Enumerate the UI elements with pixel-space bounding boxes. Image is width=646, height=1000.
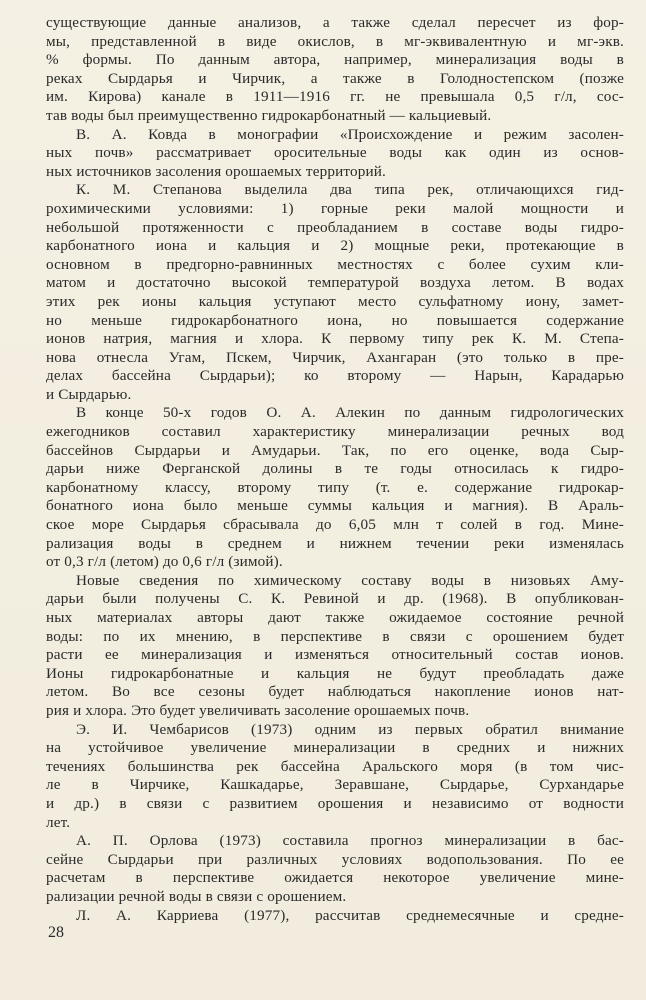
text-line: существующие данные анализов, а также сделал пересчет из фор- [46,14,624,31]
text-line: Ионы гидрокарбонатные и кальция не будут преобладать даже [46,664,624,682]
text-line: бонатного иона было меньше суммы кальция и магния). В Араль- [46,497,624,515]
body-text [46,14,624,925]
text-line: рохимическими условиями: 1) горные реки малой мощности и [46,199,624,217]
text-line: бассейнов Сырдарьи и Амударьи. Так, по его оценке, вода Сыр- [46,441,624,459]
text-line: от 0,3 г/л (летом) до 0,6 г/л (зимой). [46,553,283,571]
paragraph-start-line: А. П. Орлова (1973) составила прогноз минерализации в бас- [76,832,624,850]
text-line: дарьи ниже Ферганской долины в те годы относилась к гидро- [46,460,624,478]
text-line: тав воды был преимущественно гидрокарбонатный — кальциевый. [46,106,492,124]
text-line: на устойчивое увеличение минерализации в средних и нижних [46,739,624,757]
text-line: летом. Во все сезоны будет наблюдаться накопление ионов нат- [46,683,624,701]
paragraph-start-line: Л. А. Карриева (1977), рассчитав среднемесячные и средне- [76,906,624,924]
text-line: ежегодников составил характеристику минерализации речных вод [46,423,624,441]
paragraph-start-line: В конце 50-х годов О. А. Алекин по данным гидрологических [76,404,624,422]
text-line: дарьи были получены С. К. Ревиной и др. (1968). В опубликован- [46,590,624,608]
text-line: рализации речной воды в связи с орошением. [46,887,347,905]
text-line: лет. [46,813,71,831]
text-line: делах бассейна Сырдарьи); ко второму — Нарын, Карадарью [46,367,624,385]
text-line: течениях большинства рек бассейна Аральского моря (в том чис- [46,757,624,775]
text-line: ионов натрия, магния и хлора. К первому типу рек К. М. Степа- [46,330,624,348]
text-line: ных материалах авторы дают также ожидаемое состояние речной [46,609,624,626]
text-line: ле в Чирчике, Кашкадарье, Зеравшане, Сырдарье, Сурхандарье [46,776,624,794]
text-line: ское море Сырдарья сбрасывала до 6,05 млн т солей в год. Мине- [46,516,624,534]
text-line: расчетам в перспективе ожидается некоторое увеличение мине- [46,869,624,887]
text-line: основном в предгорно-равнинных местностях с более сухим кли- [46,255,624,273]
paragraph-start-line: К. М. Степанова выделила два типа рек, отличающихся гид- [76,181,624,199]
text-line: карбонатному классу, второму типу (т. е. содержание гидрокар- [46,478,624,496]
text-line: им. Кирова) канале в 1911—1916 гг. не превышала 0,5 г/л, сос- [46,88,624,106]
text-line: небольшой протяженности с преобладанием в составе воды гидро- [46,218,624,236]
text-line: и др.) в связи с развитием орошения и независимо от водности [46,794,624,812]
text-line: % формы. По данным автора, например, минерализация воды в [46,51,624,69]
text-line: воды: по их мнению, в перспективе в связи с орошением будет [46,627,624,645]
text-line: сейне Сырдарьи при различных условиях водопользования. По ее [46,850,624,868]
text-line: рия и хлора. Это будет увеличивать засоление орошаемых почв. [46,701,470,719]
text-line: этих рек ионы кальция уступают место сульфатному иону, замет- [46,292,624,310]
text-line: реках Сырдарья и Чирчик, а также в Голодностепском (позже [46,69,624,87]
paragraph-start-line: Э. И. Чембарисов (1973) одним из первых обратил внимание [76,720,624,738]
page-number: 28 [48,924,64,941]
text-line: матом и достаточно высокой температурой воздуха летом. В водах [46,274,624,292]
text-line: и Сырдарью. [46,385,132,403]
text-line: карбонатного иона и кальция и 2) мощные реки, протекающие в [46,237,624,255]
paragraph-start-line: В. А. Ковда в монографии «Происхождение и режим засолен- [76,125,624,143]
text-line: ных почв» рассматривает оросительные воды как один из основ- [46,144,624,162]
text-line: мы, представленной в виде окислов, в мг-эквивалентную и мг-экв. [46,32,624,50]
text-line: расти ее минерализация и изменяться относительный состав ионов. [46,646,624,664]
text-line: но меньше гидрокарбонатного иона, но повышается содержание [46,311,624,329]
text-line: ных источников засоления орошаемых территорий. [46,162,386,180]
text-line: нова отнесла Угам, Пскем, Чирчик, Ахангаран (это только в пре- [46,348,624,366]
paragraph-start-line: Новые сведения по химическому составу воды в низовьях Аму- [76,571,624,589]
text-line: рализация воды в среднем и нижнем течении реки изменялась [46,534,624,552]
